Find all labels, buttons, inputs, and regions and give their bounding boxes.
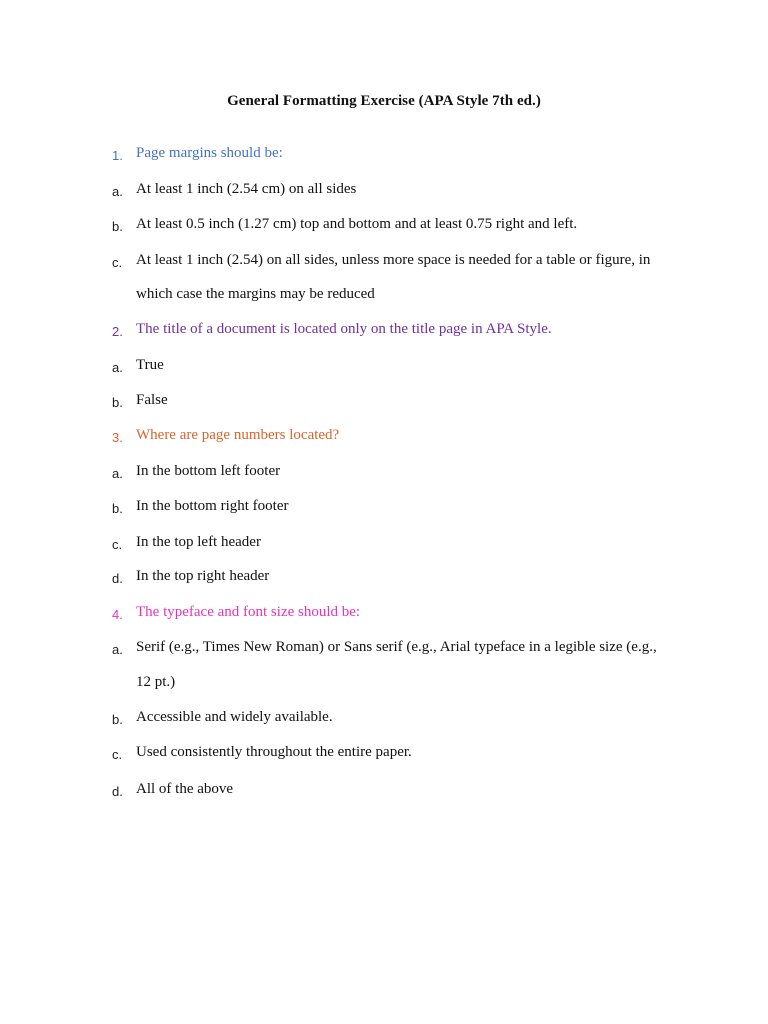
question-2 [0, 321, 768, 343]
option-4d [0, 781, 768, 803]
option-letter: b. [112, 395, 123, 410]
option-4a-continued [0, 674, 768, 696]
question-number: 1. [112, 148, 123, 163]
option-text: In the bottom left footer [136, 463, 281, 479]
option-3c [0, 534, 768, 556]
option-text: Accessible and widely available. [136, 709, 333, 725]
option-letter: c. [112, 255, 123, 270]
option-text: At least 0.5 inch (1.27 cm) top and bottom and at least 0.75 right and left. [136, 216, 578, 232]
question-1 [0, 145, 768, 167]
option-4b [0, 709, 768, 731]
option-2a [0, 357, 768, 379]
option-letter: a. [112, 184, 123, 199]
option-4a [0, 639, 768, 661]
option-1c-continued [0, 286, 768, 308]
option-text: True [136, 357, 164, 373]
question-number: 2. [112, 324, 123, 339]
question-text: The title of a document is located only on the title page in APA Style. [136, 321, 552, 337]
question-number: 4. [112, 607, 123, 622]
option-text: In the top left header [136, 534, 261, 550]
option-1b [0, 216, 768, 238]
option-letter: d. [112, 784, 123, 799]
question-4 [0, 604, 768, 626]
option-2b [0, 392, 768, 414]
option-letter: a. [112, 360, 123, 375]
option-3a [0, 463, 768, 485]
option-letter: c. [112, 747, 123, 762]
option-letter: b. [112, 219, 123, 234]
option-4c [0, 744, 768, 766]
question-3 [0, 427, 768, 449]
option-3d [0, 568, 768, 590]
option-letter: a. [112, 466, 123, 481]
page-title: General Formatting Exercise (APA Style 7th ed.) [227, 93, 541, 109]
question-text: Page margins should be: [136, 145, 283, 161]
option-letter: b. [112, 501, 123, 516]
option-text: In the top right header [136, 568, 270, 584]
option-text: Used consistently throughout the entire paper. [136, 744, 412, 760]
option-1c [0, 252, 768, 274]
option-text: At least 1 inch (2.54 cm) on all sides [136, 181, 357, 197]
option-text: False [136, 392, 168, 408]
option-3b [0, 498, 768, 520]
question-text: The typeface and font size should be: [136, 604, 361, 620]
option-text: All of the above [136, 781, 234, 797]
option-1a [0, 181, 768, 203]
option-text-continued: which case the margins may be reduced [136, 286, 375, 302]
option-letter: b. [112, 712, 123, 727]
option-text: At least 1 inch (2.54) on all sides, unless more space is needed for a table or figure, in [136, 252, 651, 268]
option-text: In the bottom right footer [136, 498, 289, 514]
option-text: Serif (e.g., Times New Roman) or Sans serif (e.g., Arial typeface in a legible size (e.g., [136, 639, 657, 655]
option-letter: a. [112, 642, 123, 657]
question-text: Where are page numbers located? [136, 427, 340, 443]
question-number: 3. [112, 430, 123, 445]
option-letter: c. [112, 537, 123, 552]
option-text-continued: 12 pt.) [136, 674, 176, 690]
option-letter: d. [112, 571, 123, 586]
